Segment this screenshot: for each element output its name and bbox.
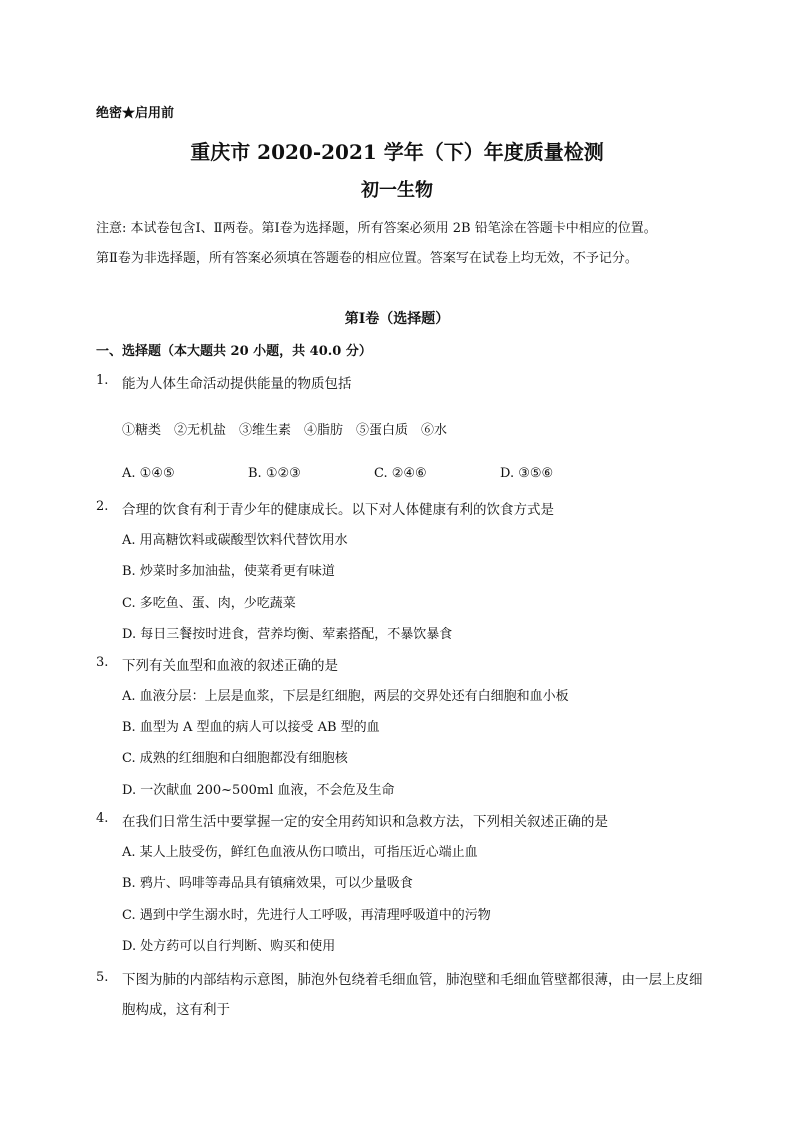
question-2-text: 合理的饮食有利于青少年的健康成长。以下对人体健康有利的饮食方式是 — [122, 502, 554, 518]
question-1-option-c: C. ②④⑥ — [374, 466, 427, 481]
question-3-text: 下列有关血型和血液的叙述正确的是 — [122, 658, 338, 674]
question-5-number: 5. — [96, 970, 109, 985]
question-4-number: 4. — [96, 811, 109, 826]
question-5-text: 下图为肺的内部结构示意图，肺泡外包绕着毛细血管，肺泡壁和毛细血管壁都很薄，由一层上皮细胞构成，这有利于 — [122, 972, 703, 1018]
question-4-option-c: C. 遇到中学生溺水时，先进行人工呼吸，再清理呼吸道中的污物 — [122, 908, 491, 923]
question-4-option-d: D. 处方药可以自行判断、购买和使用 — [122, 939, 336, 954]
question-1-items: ①糖类 ②无机盐 ③维生素 ④脂肪 ⑤蛋白质 ⑥水 — [122, 423, 448, 438]
question-1-number: 1. — [96, 373, 109, 388]
question-3-option-a: A. 血液分层：上层是血浆，下层是红细胞，两层的交界处还有白细胞和血小板 — [122, 689, 569, 704]
question-1-text: 能为人体生命活动提供能量的物质包括 — [122, 376, 352, 392]
notice-line-2: 第Ⅱ卷为非选择题，所有答案必须填在答题卷的相应位置。答案写在试卷上均无效，不予记分。 — [96, 251, 638, 266]
question-4-text: 在我们日常生活中要掌握一定的安全用药知识和急救方法，下列相关叙述正确的是 — [122, 814, 608, 830]
section-title: 第Ⅰ卷（选择题） — [344, 311, 450, 327]
question-2-option-a: A. 用高糖饮料或碳酸型饮料代替饮用水 — [122, 533, 348, 548]
exam-notice — [96, 214, 657, 274]
question-3-option-b: B. 血型为 A 型血的病人可以接受 AB 型的血 — [122, 720, 380, 735]
question-2-option-d: D. 每日三餐按时进食，营养均衡、荤素搭配，不暴饮暴食 — [122, 627, 453, 642]
question-1-option-a: A. ①④⑤ — [122, 466, 175, 481]
question-3-option-c: C. 成熟的红细胞和白细胞都没有细胞核 — [122, 751, 348, 766]
exam-subject: 初一生物 — [361, 180, 433, 201]
part-heading: 一、选择题（本大题共 20 小题，共 40.0 分） — [96, 344, 372, 359]
question-4-option-a: A. 某人上肢受伤，鲜红色血液从伤口喷出，可指压近心端止血 — [122, 845, 478, 860]
confidential-label: 绝密★启用前 — [96, 106, 175, 121]
question-1-option-d: D. ③⑤⑥ — [500, 466, 554, 481]
notice-line-1: 注意: 本试卷包含Ⅰ、Ⅱ两卷。第Ⅰ卷为选择题，所有答案必须用 2B 铅笔涂在答题卡中相应的位置。 — [96, 221, 657, 236]
question-2-number: 2. — [96, 499, 109, 514]
question-4-option-b: B. 鸦片、吗啡等毒品具有镇痛效果，可以少量吸食 — [122, 876, 413, 891]
question-3-option-d: D. 一次献血 200~500ml 血液，不会危及生命 — [122, 783, 395, 798]
exam-title: 重庆市 2020-2021 学年（下）年度质量检测 — [190, 140, 604, 164]
question-1-option-b: B. ①②③ — [248, 466, 301, 481]
question-3-number: 3. — [96, 655, 109, 670]
question-2-option-c: C. 多吃鱼、蛋、肉，少吃蔬菜 — [122, 596, 296, 611]
question-2-option-b: B. 炒菜时多加油盐，使菜肴更有味道 — [122, 564, 335, 579]
